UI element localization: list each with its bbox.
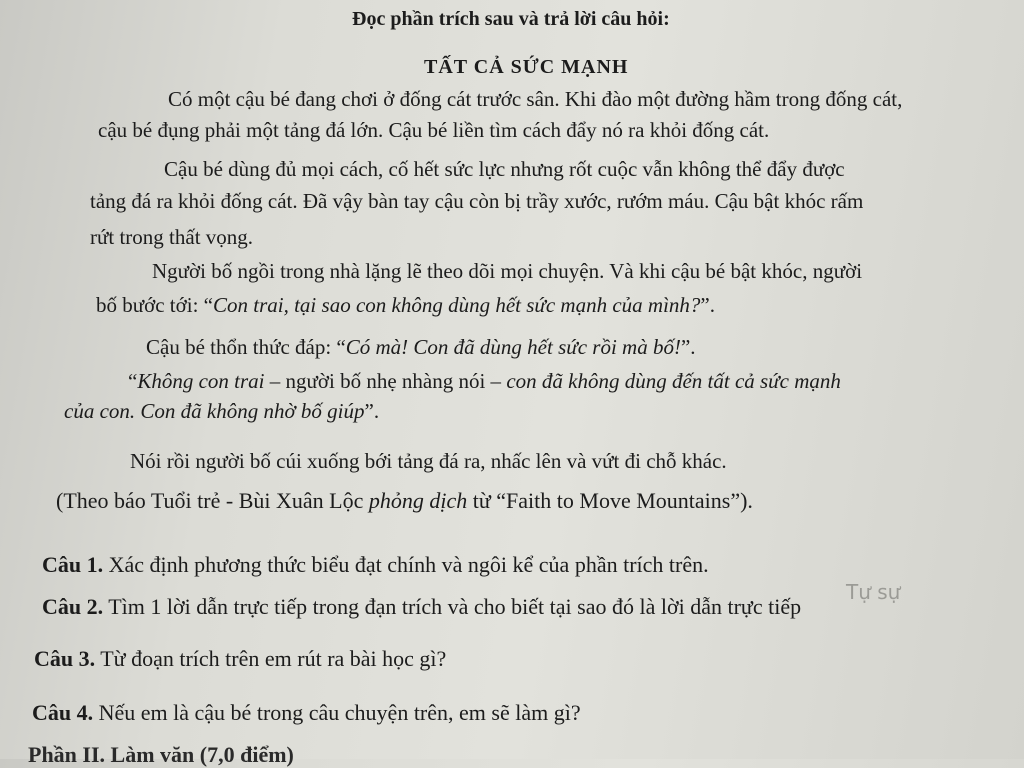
question-text: Từ đoạn trích trên em rút ra bài học gì? — [95, 646, 447, 671]
text-run: ”. — [700, 293, 715, 317]
question-number: Câu 2. — [42, 594, 104, 619]
pencil-annotation: Tự sự — [846, 580, 901, 604]
paragraph-line: Người bố ngồi trong nhà lặng lẽ theo dõi mọi chuyện. Và khi cậu bé bật khóc, người — [152, 259, 863, 283]
paragraph-line — [64, 398, 379, 424]
question-text: Tìm 1 lời dẫn trực tiếp trong đạn trích và cho biết tại sao đó là lời dẫn trực tiếp — [103, 594, 802, 619]
paragraph-line: Cậu bé dùng đủ mọi cách, cố hết sức lực nhưng rốt cuộc vẫn không thể đẩy được — [164, 157, 845, 181]
text-run: (Theo báo Tuổi trẻ - Bùi Xuân Lộc — [56, 488, 369, 513]
paragraph-line — [128, 368, 841, 394]
direct-quote: Con trai, tại sao con không dùng hết sức mạnh của mình? — [213, 293, 701, 317]
text-run: “ — [128, 369, 138, 393]
question-1 — [42, 552, 709, 578]
paragraph-line: rứt trong thất vọng. — [90, 225, 254, 249]
question-number: Câu 4. — [32, 700, 94, 725]
paragraph-6: Nói rồi người bố cúi xuống bới tảng đá ra, nhấc lên và vứt đi chỗ khác. — [130, 449, 727, 473]
text-run: bố bước tới: “ — [96, 293, 213, 317]
direct-quote: Có mà! Con đã dùng hết sức rồi mà bố! — [345, 335, 681, 359]
paragraph-line — [96, 292, 715, 318]
question-4 — [32, 700, 581, 726]
direct-quote: Không con trai — [137, 369, 265, 393]
paragraph-line — [146, 334, 696, 360]
paragraph-line: Có một cậu bé đang chơi ở đống cát trước sân. Khi đào một đường hầm trong đống cát, — [168, 87, 903, 111]
text-run: ”. — [680, 335, 696, 359]
text-run: từ “Faith to Move Mountains”). — [467, 488, 753, 513]
direct-quote: con đã không dùng đến tất cả sức mạnh — [506, 369, 841, 393]
paragraph-line: cậu bé đụng phải một tảng đá lớn. Cậu bé liền tìm cách đẩy nó ra khỏi đống cát. — [98, 118, 770, 142]
paragraph-line: tảng đá ra khỏi đống cát. Đã vậy bàn tay cậu còn bị trầy xước, rướm máu. Cậu bật khóc rấm — [90, 189, 864, 213]
question-number: Câu 3. — [34, 646, 96, 671]
question-2 — [42, 594, 801, 620]
direct-quote: của con. Con đã không nhờ bố giúp — [64, 399, 365, 423]
source-citation — [56, 488, 753, 514]
question-number: Câu 1. — [42, 552, 104, 577]
section-heading-cut-off: Phần II. Làm văn (7,0 điểm) — [28, 742, 294, 767]
question-text: Nếu em là cậu bé trong câu chuyện trên, em sẽ làm gì? — [93, 700, 581, 725]
question-3 — [34, 646, 446, 672]
text-run: Cậu bé thổn thức đáp: “ — [146, 335, 346, 359]
text-run: ”. — [364, 399, 380, 423]
passage-title: TẤT CẢ SỨC MẠNH — [424, 56, 629, 78]
text-run: – người bố nhẹ nhàng nói – — [264, 369, 507, 393]
text-run: phỏng dịch — [368, 488, 468, 513]
question-text: Xác định phương thức biểu đạt chính và ngôi kể của phần trích trên. — [103, 552, 709, 577]
instruction-heading: Đọc phần trích sau và trả lời câu hỏi: — [352, 8, 670, 30]
